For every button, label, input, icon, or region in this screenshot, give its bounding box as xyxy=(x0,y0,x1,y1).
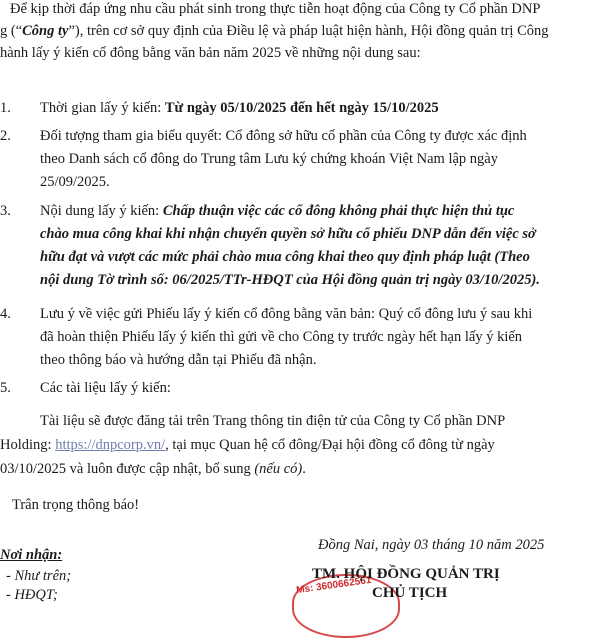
item-2-line-3: 25/09/2025. xyxy=(40,174,110,190)
intro-line-2-prefix: g (“ xyxy=(0,23,23,39)
stamp-text: Ms: 3600662561 xyxy=(295,574,373,597)
item-3-content-1: Chấp thuận việc các cổ đông không phải thực hiện thủ tục xyxy=(162,203,515,219)
recipients-title: Nơi nhận: xyxy=(0,547,63,563)
item-2-line-2: theo Danh sách cổ đông do Trung tâm Lưu ký chứng khoán Việt Nam lập ngày xyxy=(40,151,498,167)
recipient-item-2: - HĐQT; xyxy=(6,587,58,603)
documents-line-3-suffix: . xyxy=(302,461,306,477)
item-3-label: Nội dung lấy ý kiến: xyxy=(40,203,163,219)
dnpcorp-link[interactable]: https://dnpcorp.vn/ xyxy=(55,437,166,453)
signature-line-2: CHỦ TỊCH xyxy=(372,585,448,601)
item-3-line-2: chào mua công khai khi nhận chuyển quyền sở hữu cổ phiếu DNP dẫn đến việc sở xyxy=(40,226,536,242)
signature-line-1: TM. HỘI ĐỒNG QUẢN TRỊ xyxy=(312,566,500,582)
documents-line-2-prefix: Holding: xyxy=(0,437,56,453)
item-1-number: 1. xyxy=(0,100,11,116)
documents-line-1: Tài liệu sẽ được đăng tải trên Trang thông tin điện tử của Công ty Cổ phần DNP xyxy=(40,413,506,429)
intro-line-1: Để kịp thời đáp ứng nhu cầu phát sinh trong thực tiễn hoạt động của Công ty Cổ phần DNP xyxy=(10,1,541,17)
item-3-line-3: hữu đạt và vượt các mức phải chào mua công khai theo quy định pháp luật (Theo xyxy=(40,249,530,265)
item-4-line-1: Lưu ý về việc gửi Phiếu lấy ý kiến cổ đông bằng văn bản: Quý cổ đông lưu ý sau khi xyxy=(40,306,533,322)
item-5-line-1: Các tài liệu lấy ý kiến: xyxy=(40,380,171,396)
recipient-item-1: - Như trên; xyxy=(6,568,72,584)
documents-line-3-italic: (nếu có) xyxy=(254,461,303,477)
item-3-number: 3. xyxy=(0,203,11,219)
item-1-text xyxy=(40,99,439,117)
item-4-number: 4. xyxy=(0,306,11,322)
item-1-label: Thời gian lấy ý kiến: xyxy=(40,100,165,116)
item-2-line-1: Đối tượng tham gia biểu quyết: Cổ đông sở hữu cổ phần của Công ty được xác định xyxy=(40,128,527,144)
item-3-line-1 xyxy=(40,202,514,220)
item-3-line-4: nội dung Tờ trình số: 06/2025/TTr-HĐQT của Hội đồng quản trị ngày 03/10/2025). xyxy=(40,272,540,288)
intro-line-2-suffix: ”), trên cơ sở quy định của Điều lệ và pháp luật hiện hành, Hội đồng quản trị Công xyxy=(68,23,549,39)
place-date: Đồng Nai, ngày 03 tháng 10 năm 2025 xyxy=(318,537,545,553)
documents-line-2-suffix: , tại mục Quan hệ cổ đông/Đại hội đồng cổ đông từ ngày xyxy=(165,437,495,453)
company-shortname: Công ty xyxy=(22,23,69,39)
item-1-value: Từ ngày 05/10/2025 đến hết ngày 15/10/2025 xyxy=(164,100,439,116)
intro-line-2 xyxy=(0,22,549,40)
item-2-number: 2. xyxy=(0,128,11,144)
item-5-number: 5. xyxy=(0,380,11,396)
closing-text: Trân trọng thông báo! xyxy=(12,497,140,513)
item-4-line-3: theo thông báo và hướng dẫn tại Phiếu đã nhận. xyxy=(40,352,317,368)
intro-line-3: hành lấy ý kiến cổ đông bằng văn bản năm 2025 về những nội dung sau: xyxy=(0,45,421,61)
documents-line-2 xyxy=(0,436,495,454)
documents-line-3-prefix: 03/10/2025 và luôn được cập nhật, bổ sung xyxy=(0,461,255,477)
documents-line-3 xyxy=(0,460,306,478)
item-4-line-2: đã hoàn thiện Phiếu lấy ý kiến thì gửi về cho Công ty trước ngày hết hạn lấy ý kiến xyxy=(40,329,523,345)
